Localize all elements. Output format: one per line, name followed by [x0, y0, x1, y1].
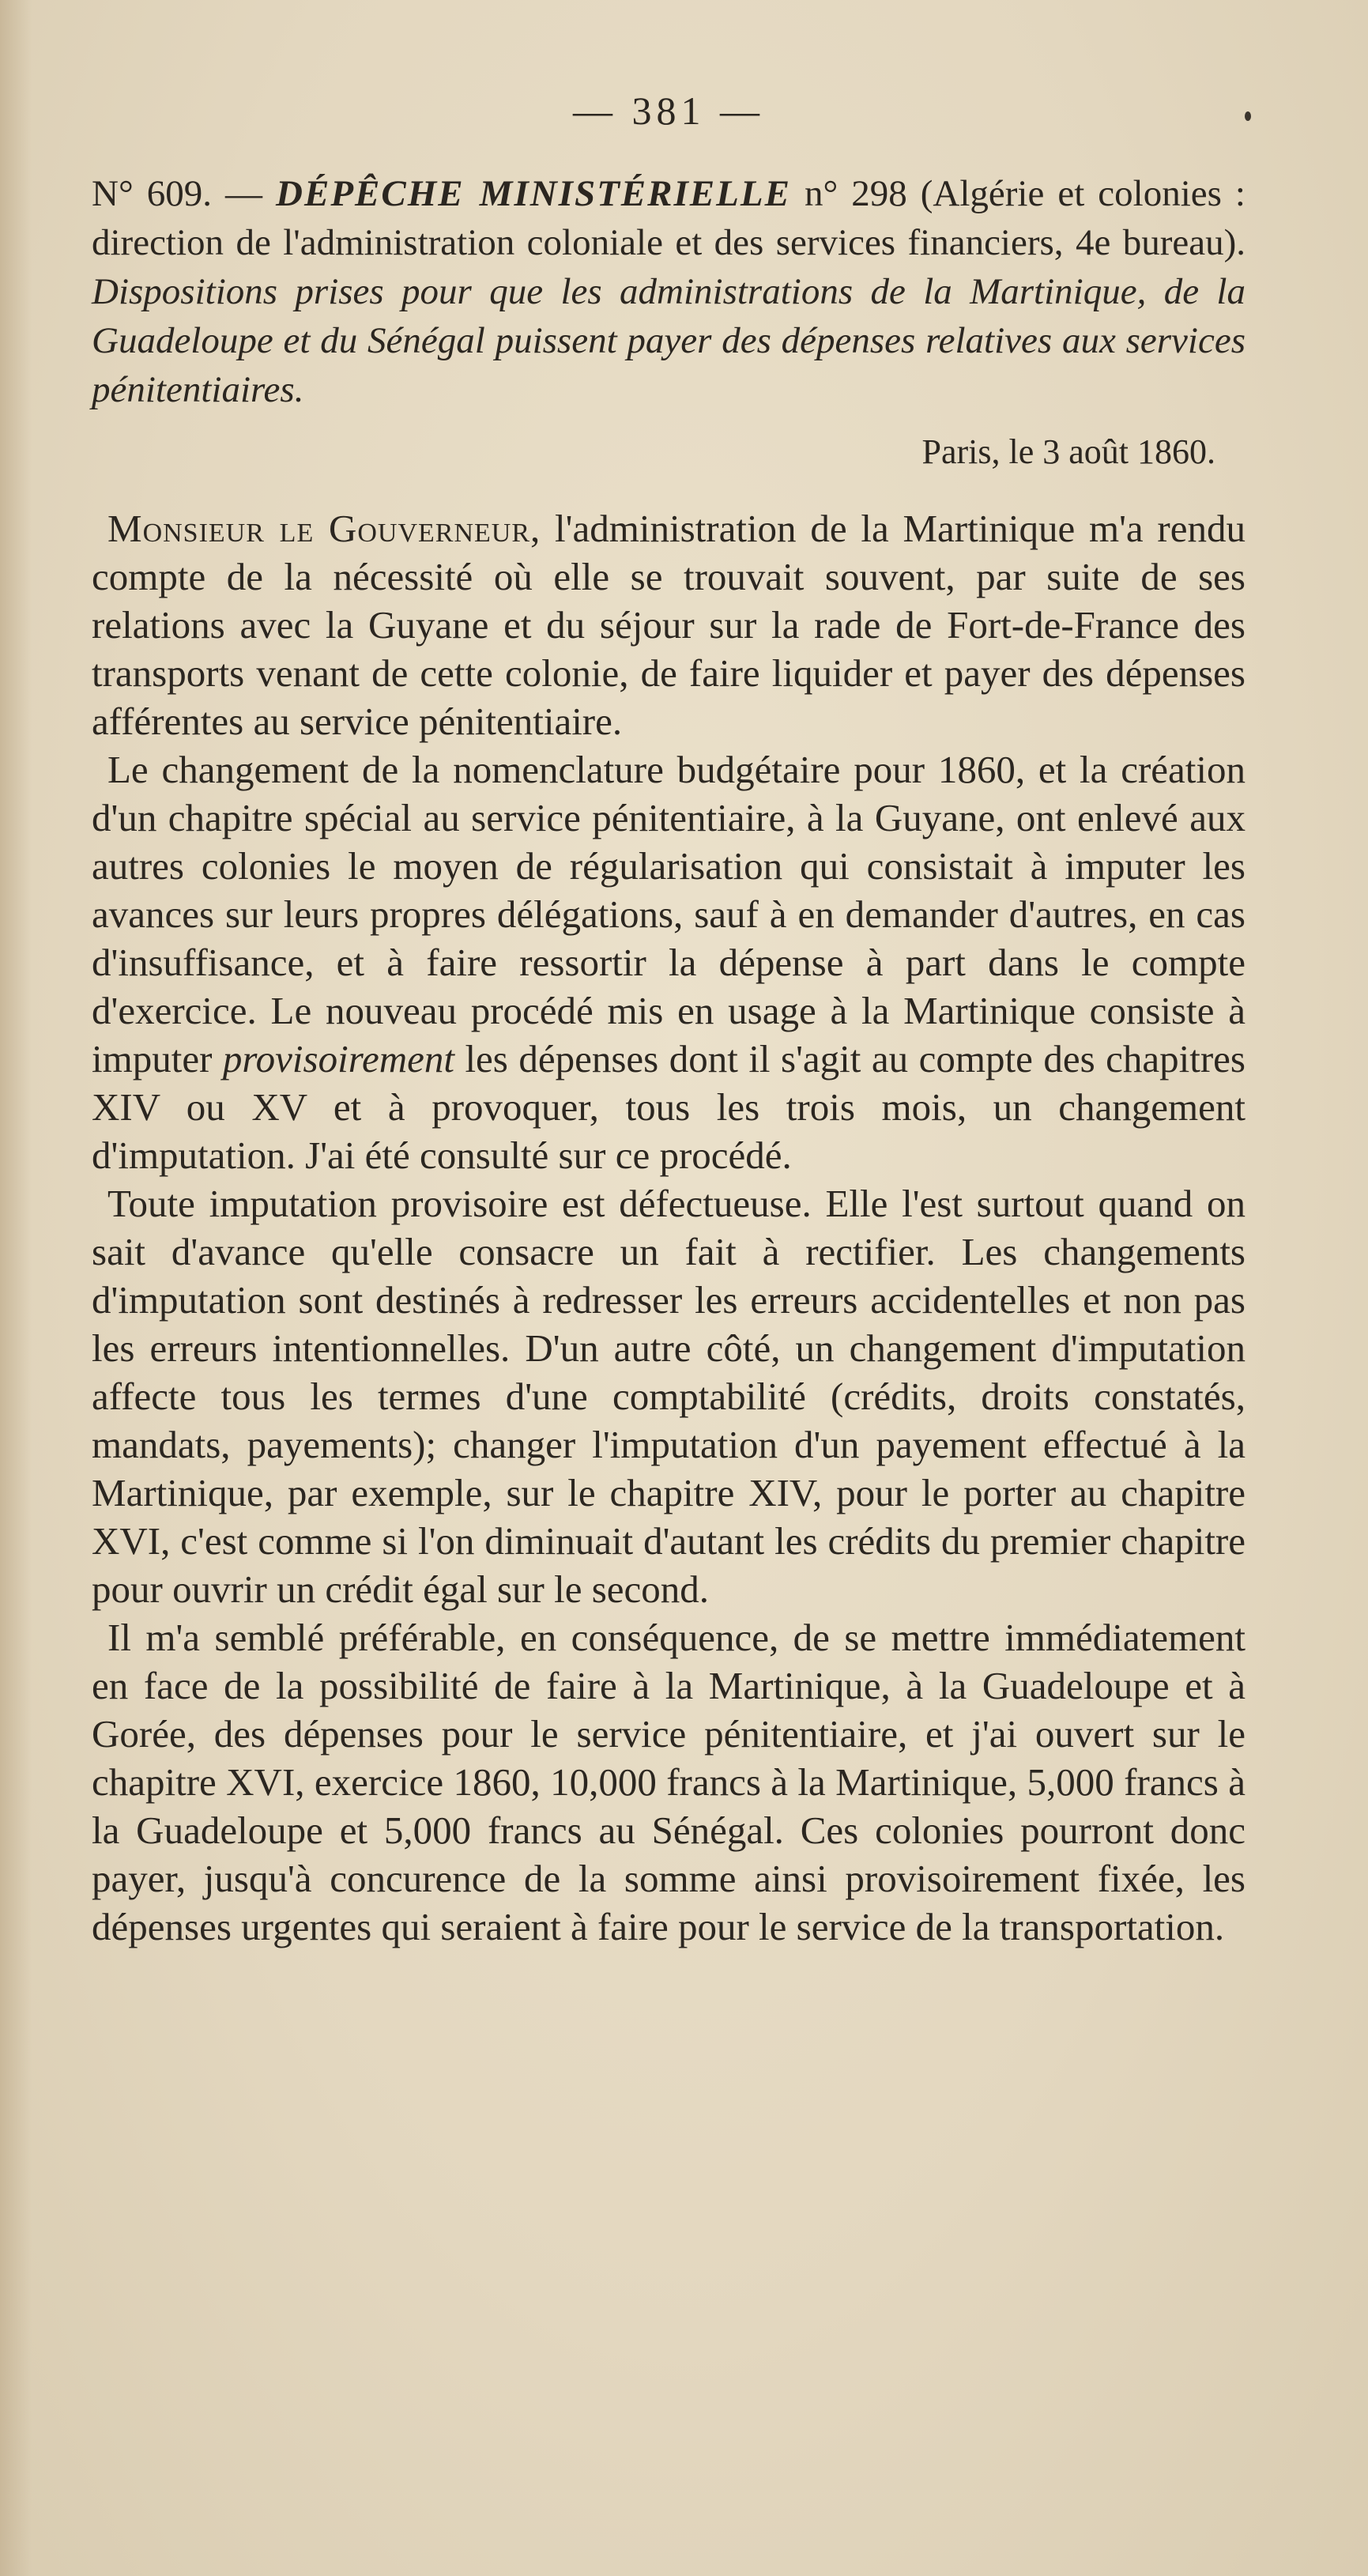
- paragraph-4: Il m'a semblé préférable, en conséquence, de se mettre immédiatement en face de la possibilité de faire à la Martinique, à la Guadeloupe et à Gorée, des dépenses pour le service pénitentiaire, et j'ai ouvert sur le chapitre XVI, exercice 1860, 10,000 francs à la Martinique, 5,000 francs à la Guadeloupe et 5,000 francs au Sénégal. Ces colonies pourront donc payer, jusqu'à concurence de la somme ainsi provisoirement fixée, les dépenses urgentes qui seraient à faire pour le service de la transportation.: [92, 1616, 1246, 1948]
- dateline: Paris, le 3 août 1860.: [921, 432, 1215, 471]
- entry-number: N° 609. —: [92, 173, 263, 214]
- entry-title: DÉPÊCHE MINISTÉRIELLE: [276, 173, 791, 214]
- page-gutter-shade: [0, 0, 32, 2576]
- paragraph-1: [92, 504, 1246, 745]
- page-number: — 381 —: [573, 89, 764, 133]
- paragraph-2-emphasis: provisoirement: [222, 1037, 454, 1081]
- paragraph-2: [92, 745, 1246, 1179]
- entry-department: (Algérie et colonies : direction de l'administration coloniale et des services financiers, 4e bureau).: [92, 173, 1246, 263]
- paragraph-1-text: l'administration de la Martinique m'a rendu compte de la nécessité où elle se trouvait souvent, par suite de ses relations avec la Guyane et du séjour sur la rade de Fort-de-France des transports venant de cette colonie, de faire liquider et payer des dépenses afférentes au service pénitentiaire.: [92, 507, 1246, 743]
- paragraph-2-text-b: les dépenses dont il s'agit au compte des chapitres XIV ou XV et à provoquer, tous les trois mois, un changement d'imputation. J'ai été consulté sur ce procédé.: [92, 1037, 1246, 1177]
- paragraph-2-text-a: Le changement de la nomenclature budgétaire pour 1860, et la création d'un chapitre spécial au service pénitentiaire, à la Guyane, ont enlevé aux autres colonies le moyen de régularisation qui consistait à imputer les avances sur leurs propres délégations, sauf à en demander d'autres, en cas d'insuffisance, et à faire ressortir la dépense à part dans le compte d'exercice. Le nouveau procédé mis en usage à la Martinique consiste à imputer: [92, 748, 1246, 1081]
- ink-speck: [1245, 111, 1251, 121]
- paragraph-3: Toute imputation provisoire est défectueuse. Elle l'est surtout quand on sait d'avance qu'elle consacre un fait à rectifier. Les changements d'imputation sont destinés à redresser les erreurs accidentelles et non pas les erreurs intentionnelles. D'un autre côté, un changement d'imputation affecte tous les termes d'une comptabilité (crédits, droits constatés, mandats, payements); changer l'imputation d'un payement effectué à la Martinique, par exemple, sur le chapitre XIV, pour le porter au chapitre XVI, c'est comme si l'on diminuait d'autant les crédits du premier chapitre pour ouvrir un crédit égal sur le second.: [92, 1182, 1246, 1611]
- salutation: Monsieur le Gouverneur,: [107, 507, 541, 550]
- page-text: [92, 87, 1246, 1951]
- entry-dispositions: Dispositions prises pour que les administrations de la Martinique, de la Guadeloupe et du Sénégal puissent payer des dépenses relatives aux services pénitentiaires.: [92, 271, 1246, 410]
- entry-number-ref: n° 298: [804, 173, 907, 214]
- entry-heading: [92, 169, 1246, 414]
